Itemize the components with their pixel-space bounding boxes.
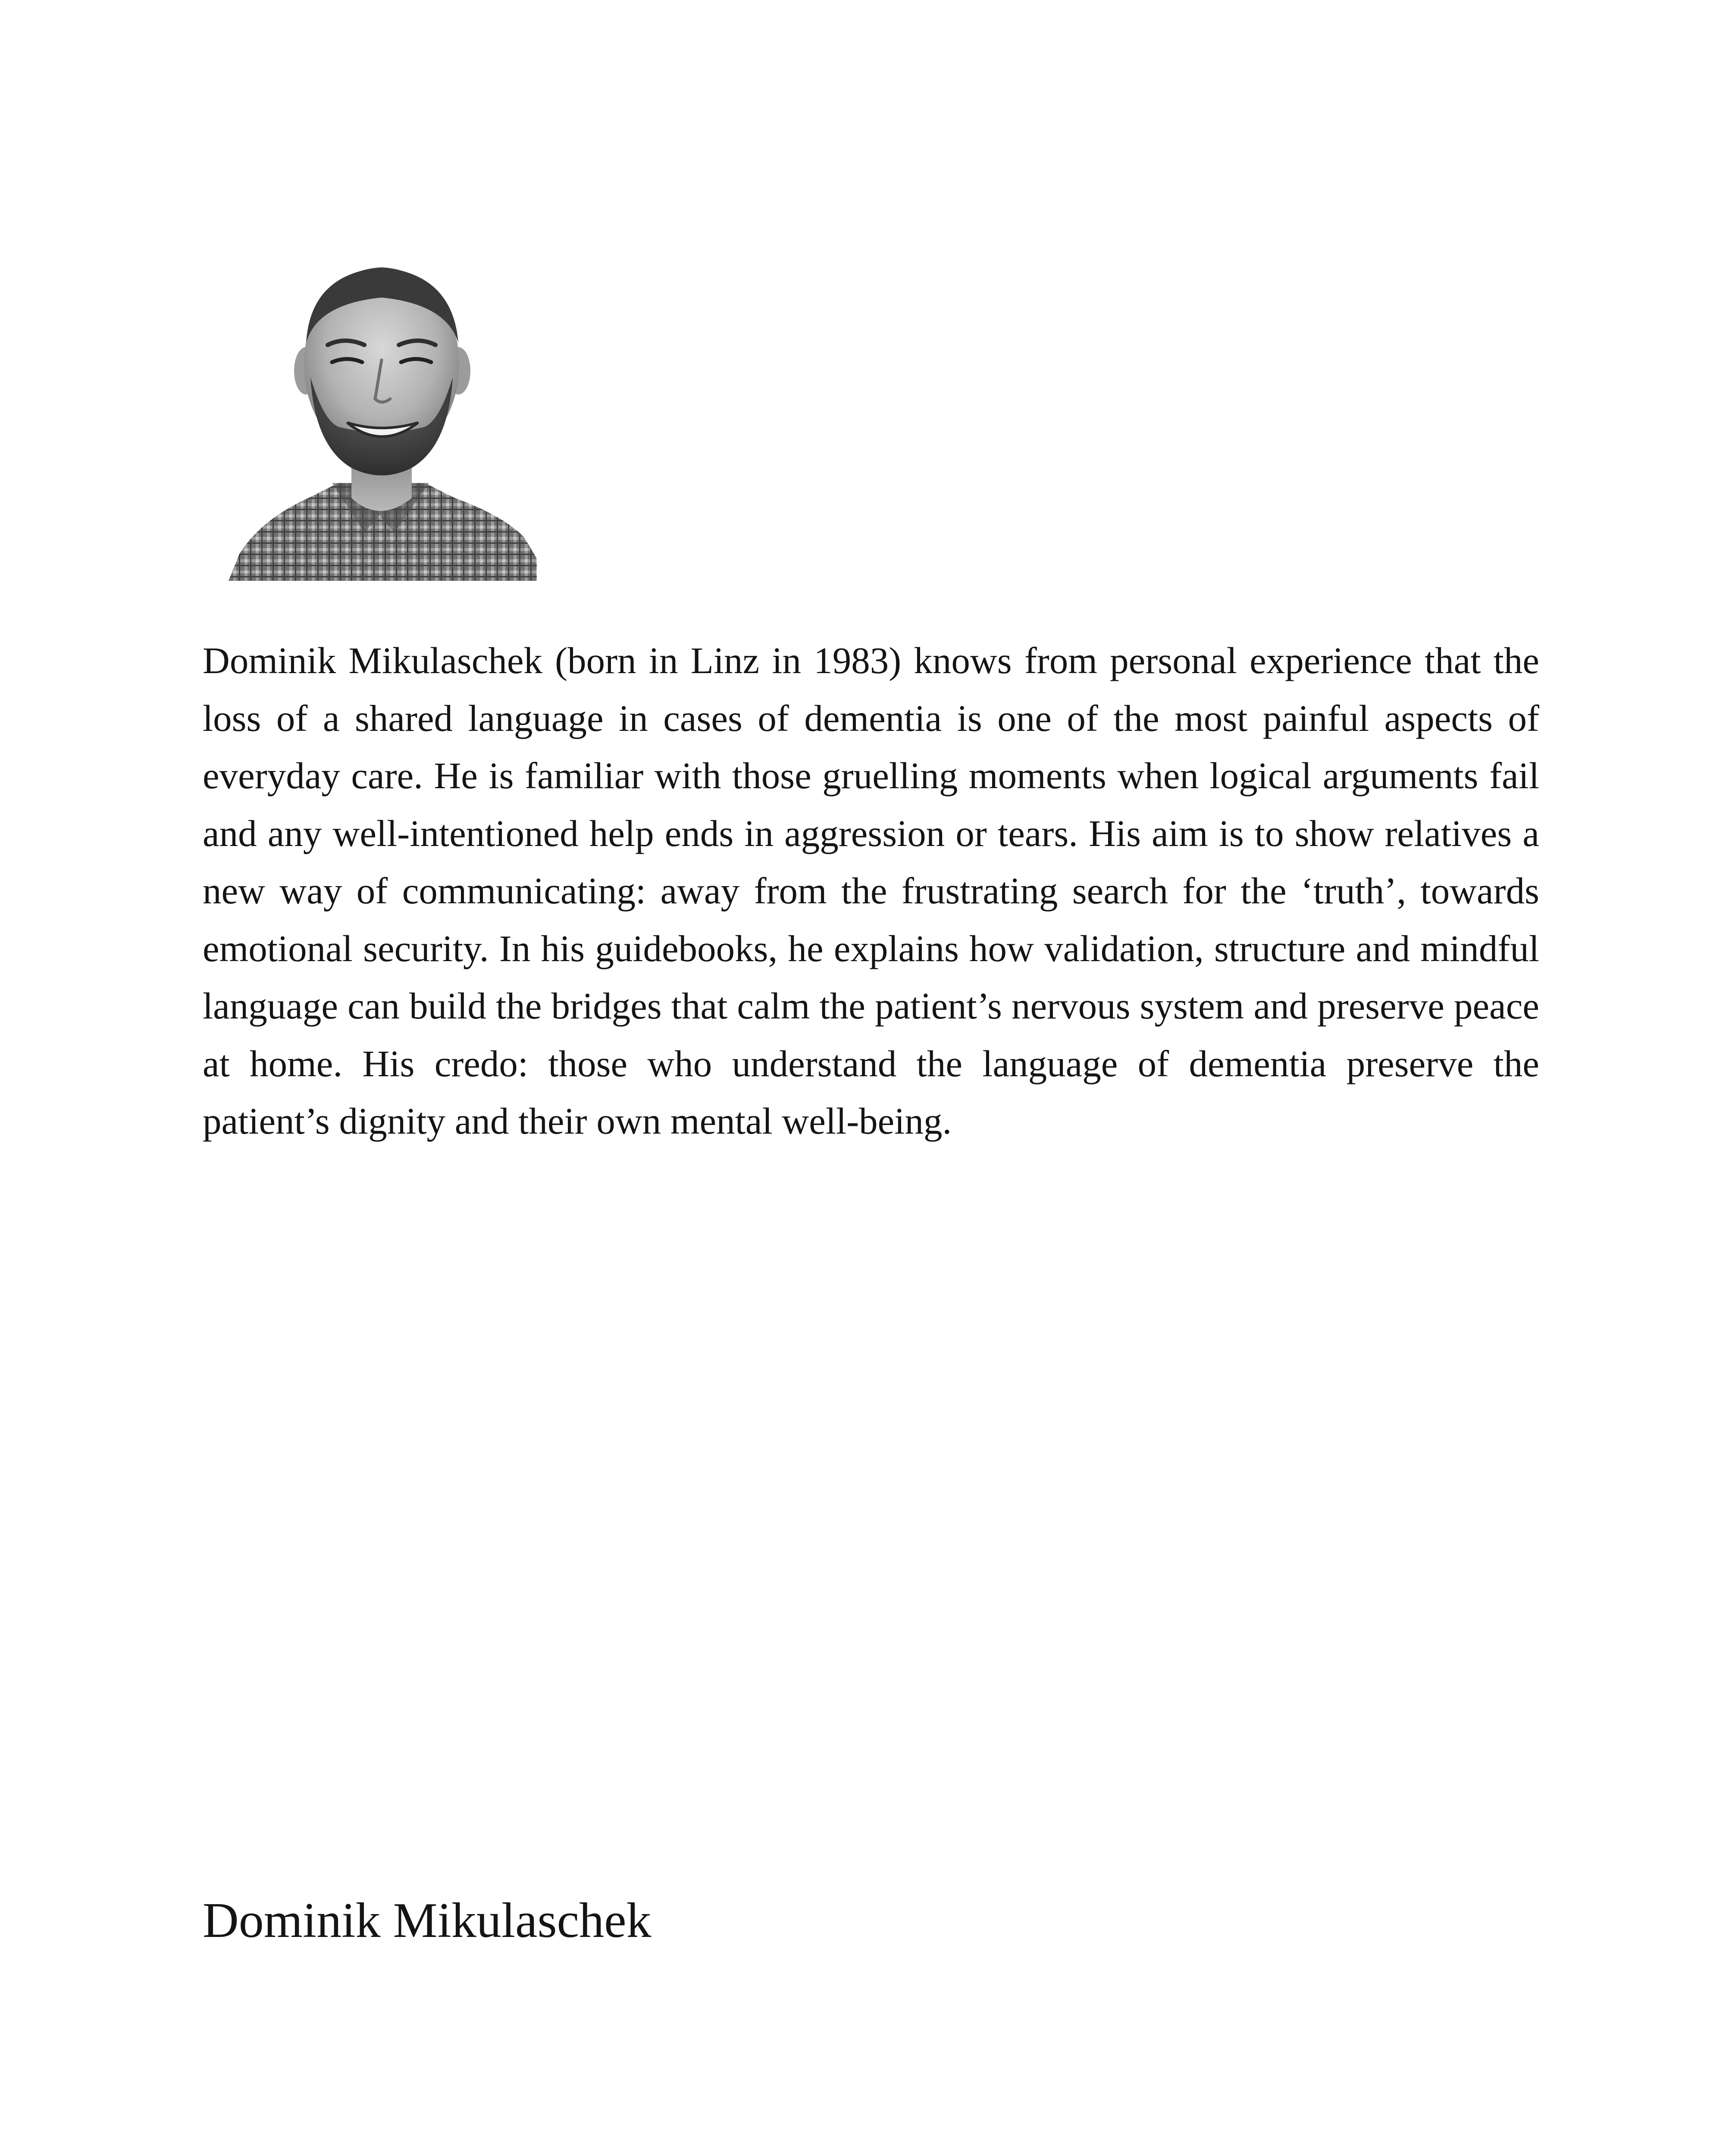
author-portrait-photo bbox=[222, 257, 537, 581]
author-name: Dominik Mikulaschek bbox=[203, 1893, 651, 1948]
author-biography: Dominik Mikulaschek (born in Linz in 1983) knows from personal experience that the loss of a shared language in cases of dementia is one of the most painful aspects of everyday care. He is familiar with those gruelling moments when logical arguments fail and any well-intentioned help ends in aggression or tears. His aim is to show relatives a new way of communicating: away from the frustrating search for the ‘truth’, towards emotional security. In his guidebooks, he explains how validation, structure and mindful language can build the bridges that calm the patient’s nervous system and preserve peace at home. His credo: those who understand the language of dementia preserve the patient’s dignity and their own mental well-being. bbox=[203, 639, 1539, 1142]
